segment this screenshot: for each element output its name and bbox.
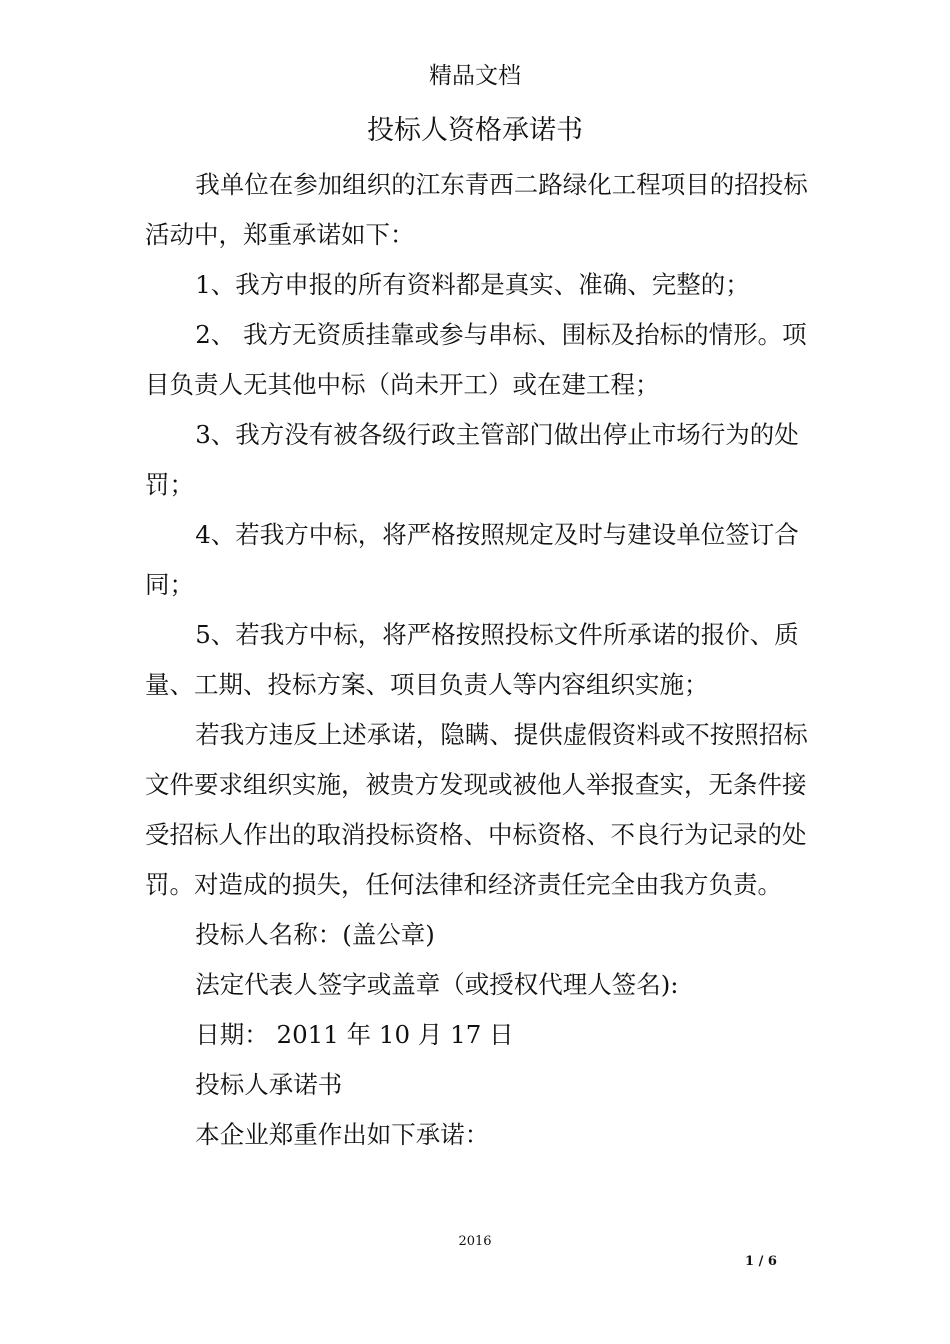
paragraph-item-4: 4、若我方中标，将严格按照规定及时与建设单位签订合同； — [145, 520, 799, 599]
paragraph-item-3: 3、我方没有被各级行政主管部门做出停止市场行为的处罚； — [145, 420, 799, 499]
paragraph-item-5: 5、若我方中标，将严格按照投标文件所承诺的报价、质量、工期、投标方案、项目负责人等内容组织实施； — [145, 620, 799, 699]
document-title: 投标人资格承诺书 — [367, 115, 583, 146]
legal-representative-line: 法定代表人签字或盖章（或授权代理人签名): — [195, 970, 679, 999]
second-section-heading: 投标人承诺书 — [195, 1070, 343, 1099]
page-header: 精品文档 — [429, 63, 521, 89]
paragraph-item-2: 2、 我方无资质挂靠或参与串标、围标及抬标的情形。项目负责人无其他中标（尚未开工）或在建工程； — [145, 320, 807, 399]
page-number: 1 / 6 — [745, 1254, 777, 1269]
bidder-name-line: 投标人名称：(盖公章) — [195, 920, 435, 949]
date-line: 日期： 2011 年 10 月 17 日 — [195, 1020, 514, 1049]
paragraph-violation: 若我方违反上述承诺，隐瞒、提供虚假资料或不按照招标文件要求组织实施，被贵方发现或被他人举报查实，无条件接受招标人作出的取消投标资格、中标资格、不良行为记录的处罚。对造成的损失，任何法律和经济责任完全由我方负责。 — [145, 720, 808, 899]
paragraph-item-1: 1、我方申报的所有资料都是真实、准确、完整的； — [195, 270, 750, 299]
paragraph-intro: 我单位在参加组织的江东青西二路绿化工程项目的招投标活动中，郑重承诺如下： — [145, 170, 808, 249]
footer-year: 2016 — [458, 1234, 492, 1249]
document-body — [145, 160, 810, 1160]
second-section-intro: 本企业郑重作出如下承诺： — [195, 1120, 490, 1149]
